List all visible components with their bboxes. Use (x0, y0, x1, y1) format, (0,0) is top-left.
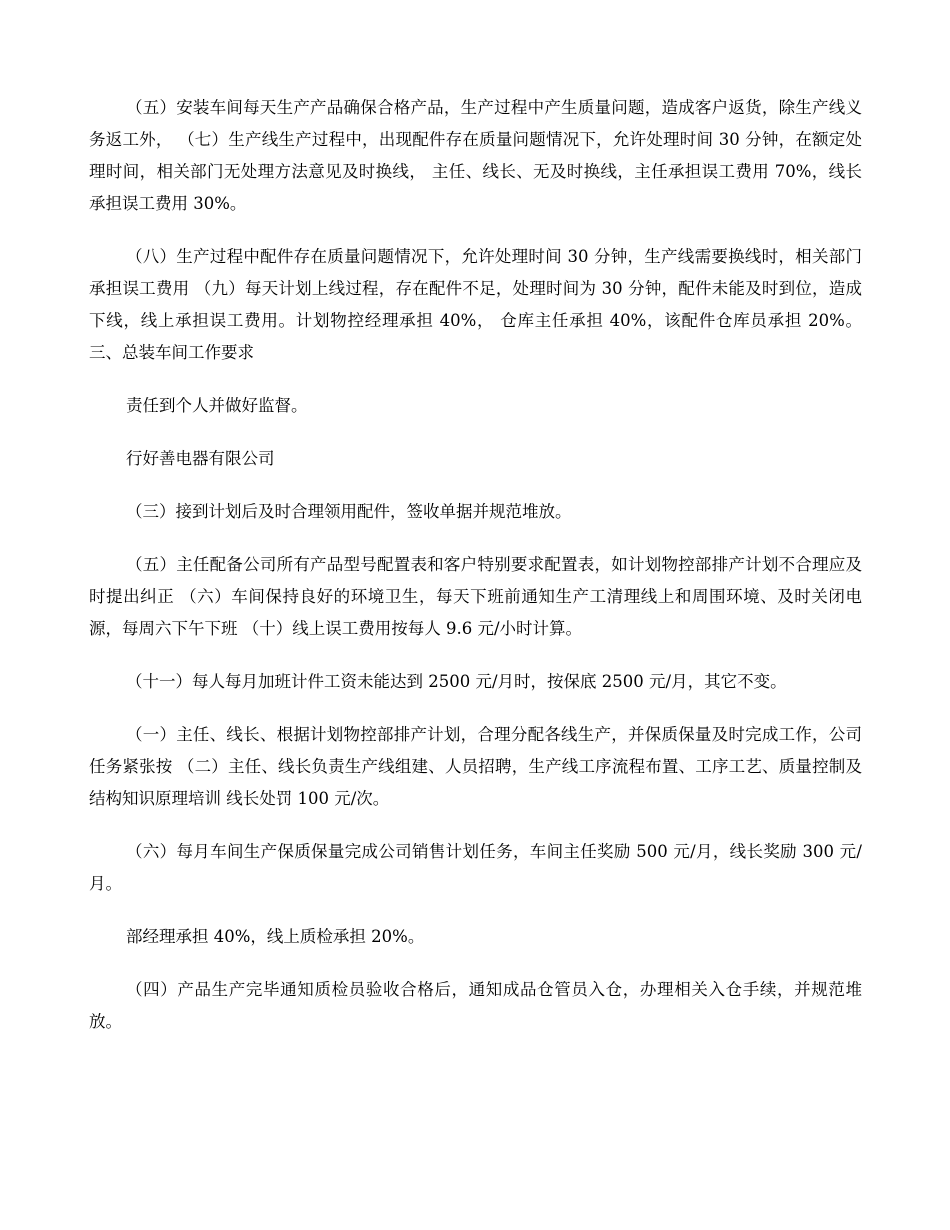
paragraph-11: （四）产品生产完毕通知质检员验收合格后，通知成品仓管员入仓，办理相关入仓手续，并规范堆放。 (89, 980, 862, 1031)
paragraph-4: 行好善电器有限公司 (126, 449, 275, 468)
document-body (89, 92, 862, 1059)
paragraph-10: 部经理承担 40%，线上质检承担 20%。 (126, 927, 425, 946)
paragraph-2: （八）生产过程中配件存在质量问题情况下，允许处理时间 30 分钟，生产线需要换线时，相关部门承担误工费用 （九）每天计划上线过程，存在配件不足，处理时间为 30 分钟，配件未能及时到位，造成下线，线上承担误工费用。计划物控经理承担 40%， 仓库主任承担 40%，该配件仓库员承担 20%。三、总装车间工作要求 (89, 247, 862, 362)
paragraph-9: （六）每月车间生产保质保量完成公司销售计划任务，车间主任奖励 500 元/月，线长奖励 300 元/月。 (89, 842, 862, 893)
paragraph-6: （五）主任配备公司所有产品型号配置表和客户特别要求配置表，如计划物控部排产计划不合理应及时提出纠正 （六）车间保持良好的环境卫生，每天下班前通知生产工清理线上和周围环境、及时关闭电源，每周六下午下班 （十）线上误工费用按每人 9.6 元/小时计算。 (89, 555, 862, 638)
paragraph-7: （十一）每人每月加班计件工资未能达到 2500 元/月时，按保底 2500 元/月，其它不变。 (126, 672, 787, 691)
paragraph-5: （三）接到计划后及时合理领用配件，签收单据并规范堆放。 (126, 502, 572, 521)
paragraph-3: 责任到个人并做好监督。 (126, 396, 308, 415)
paragraph-8: （一）主任、线长、根据计划物控部排产计划，合理分配各线生产，并保质保量及时完成工作，公司任务紧张按 （二）主任、线长负责生产线组建、人员招聘，生产线工序流程布置、工序工艺、质量控制及结构知识原理培训 线长处罚 100 元/次。 (89, 725, 862, 808)
paragraph-1: （五）安装车间每天生产产品确保合格产品，生产过程中产生质量问题，造成客户返货，除生产线义务返工外， （七）生产线生产过程中，出现配件存在质量问题情况下，允许处理时间 30 分钟，在额定处理时间，相关部门无处理方法意见及时换线， 主任、线长、无及时换线，主任承担误工费用 70%，线长承担误工费用 30%。 (89, 98, 862, 213)
